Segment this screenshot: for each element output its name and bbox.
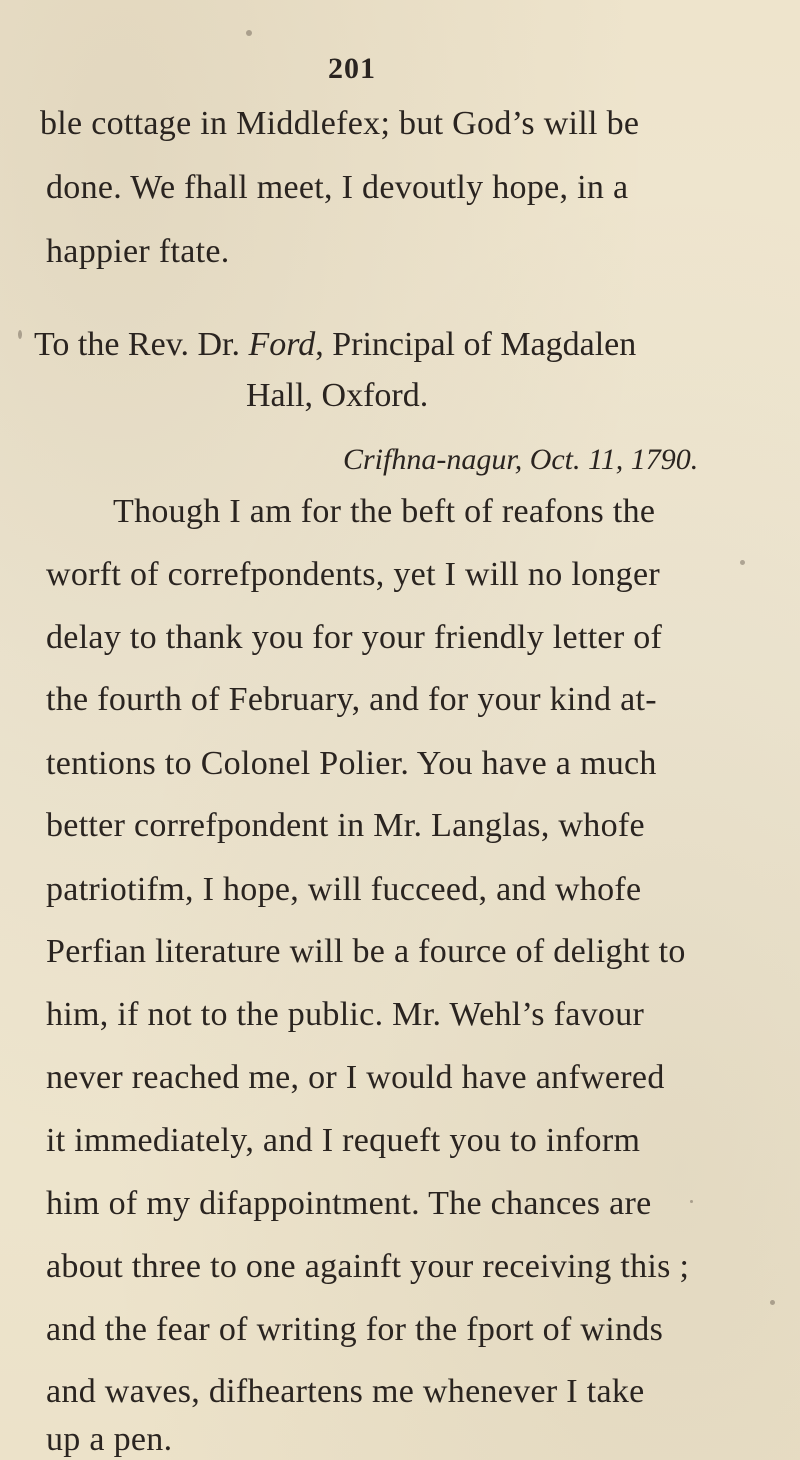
letter-line: Though I am for the beft of reafons the <box>113 493 656 530</box>
letter-line: Perfian literature will be a fource of delight to <box>46 933 686 970</box>
address-prefix: To the Rev. Dr. <box>34 326 249 363</box>
letter-line: and the fear of writing for the fport of winds <box>46 1311 664 1348</box>
address-name: Ford <box>248 326 316 363</box>
opening-line-2: done. We fhall meet, I devoutly hope, in a <box>46 169 629 206</box>
opening-line-1: ble cottage in Middlefex; but God’s will be <box>40 105 640 142</box>
page-number: 201 <box>328 52 376 85</box>
letter-line: him, if not to the public. Mr. Wehl’s favour <box>46 996 645 1033</box>
paper-speck <box>770 1300 775 1305</box>
letter-line: him of my difappointment. The chances are <box>46 1185 652 1222</box>
opening-line-3: happier ftate. <box>46 233 230 270</box>
letter-line: worft of correfpondents, yet I will no longer <box>46 556 660 593</box>
letter-line: never reached me, or I would have anfwered <box>46 1059 665 1096</box>
paper-speck <box>740 560 745 565</box>
dateline: Crifhna-nagur, Oct. 11, 1790. <box>343 443 699 476</box>
letter-line: delay to thank you for your friendly letter of <box>46 619 663 656</box>
paper-speck <box>18 330 22 339</box>
letter-line: it immediately, and I requeft you to inform <box>46 1122 641 1159</box>
letter-line: better correfpondent in Mr. Langlas, whofe <box>46 807 645 844</box>
letter-line: about three to one againft your receiving this ; <box>46 1248 690 1285</box>
paper-speck <box>246 30 252 36</box>
letter-line: the fourth of February, and for your kind at- <box>46 681 657 718</box>
letter-line: and waves, difheartens me whenever I take <box>46 1373 645 1410</box>
letter-line: up a pen. <box>46 1421 173 1458</box>
letter-line: patriotifm, I hope, will fucceed, and whofe <box>46 871 642 908</box>
address-suffix: , Principal of Magdalen <box>315 326 637 363</box>
address-line-1 <box>34 325 636 365</box>
letter-line: tentions to Colonel Polier. You have a much <box>46 745 657 782</box>
address-line-2: Hall, Oxford. <box>246 377 429 414</box>
paper-speck <box>690 1200 693 1203</box>
